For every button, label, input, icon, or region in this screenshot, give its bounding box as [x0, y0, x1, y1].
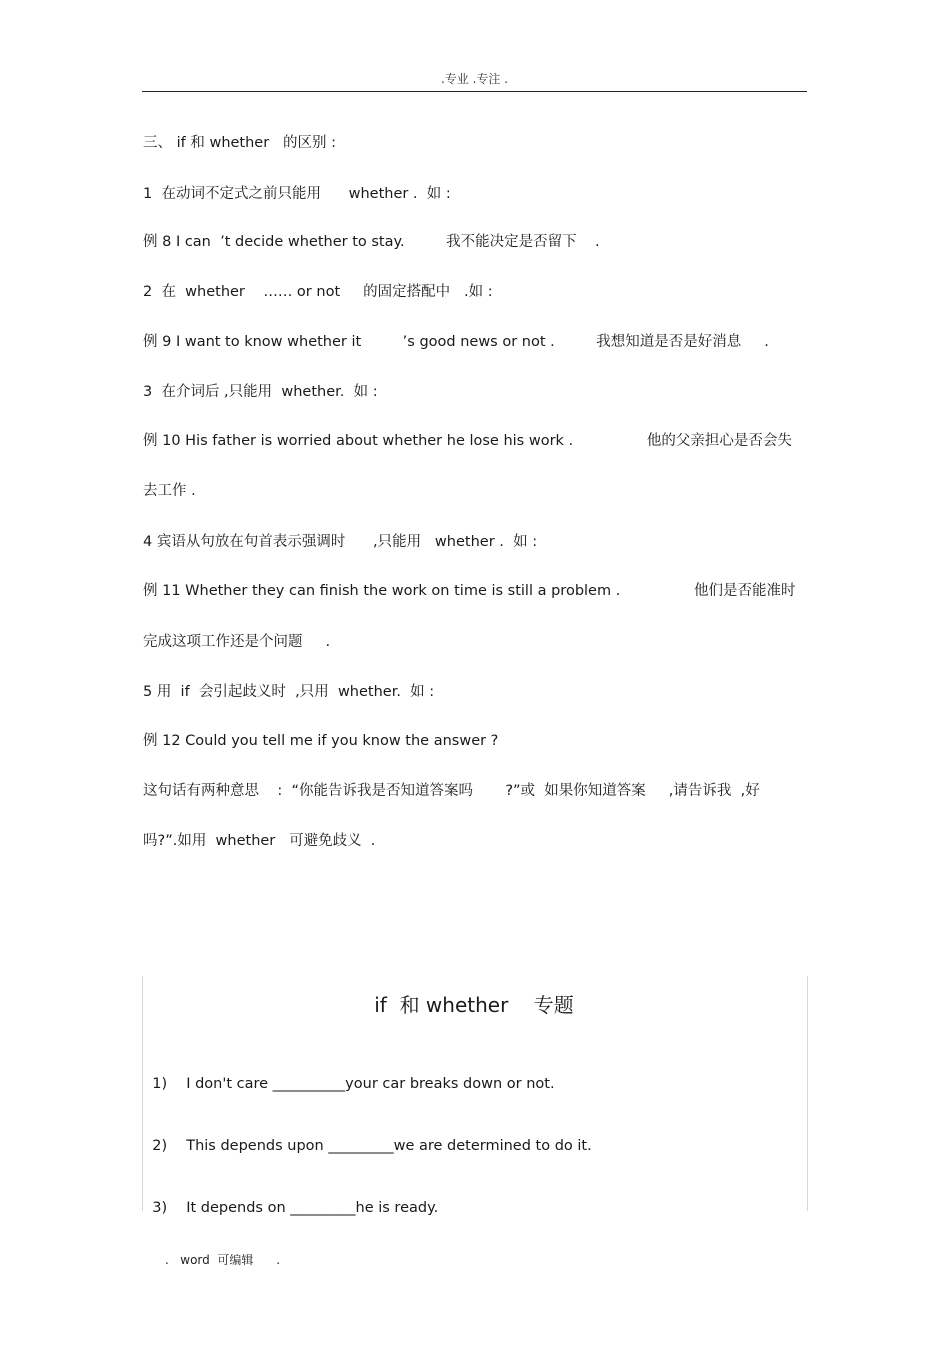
text-line: 2 在 whether …… or not 的固定搭配中 .如 :	[143, 284, 493, 300]
page-header: .专业 .专注 .	[440, 72, 509, 86]
text-line: 完成这项工作还是个问题 .	[143, 634, 331, 650]
header-rule	[142, 91, 807, 92]
question-item	[143, 1119, 592, 1155]
text-line: 吗?”.如用 whether 可避免歧义 .	[143, 833, 376, 849]
text-line: 例 12 Could you tell me if you know the answer ?	[143, 733, 499, 749]
text-line: 5 用 if 会引起歧义时 ,只用 whether. 如 :	[143, 684, 435, 700]
question-text: It depends on _________he is ready.	[186, 1200, 439, 1216]
question-text: This depends upon _________we are determined to do it.	[186, 1138, 592, 1154]
text-line: 例 10 His father is worried about whether he lose his work . 他的父亲担心是否会失	[143, 433, 792, 449]
text-line: 1 在动词不定式之前只能用 whether . 如 :	[143, 186, 451, 202]
text-line: 三、 if 和 whether 的区别 :	[143, 135, 337, 151]
question-item	[143, 1057, 555, 1093]
text-line: 例 9 I want to know whether it ’s good news or not . 我想知道是否是好消息 .	[143, 334, 769, 350]
question-number: 3)	[152, 1200, 168, 1216]
text-line: 去工作 .	[143, 483, 196, 499]
text-line: 4 宾语从句放在句首表示强调时 ,只能用 whether . 如 :	[143, 534, 538, 550]
question-text: I don't care __________your car breaks down or not.	[186, 1076, 555, 1092]
page-footer: . word 可编辑 .	[165, 1253, 281, 1267]
question-number: 2)	[152, 1138, 168, 1154]
text-line: 3 在介词后 ,只能用 whether. 如 :	[143, 384, 378, 400]
section-title: if 和 whether 专题	[374, 993, 574, 1017]
text-line: 这句话有两种意思 : “你能告诉我是否知道答案吗 ?”或 如果你知道答案 ,请告诉我 ,好	[143, 783, 760, 799]
text-line: 例 11 Whether they can finish the work on time is still a problem . 他们是否能准时	[143, 583, 796, 599]
question-item	[143, 1181, 438, 1217]
question-number: 1)	[152, 1076, 168, 1092]
text-line: 例 8 I can ’t decide whether to stay. 我不能决定是否留下 .	[143, 234, 600, 250]
